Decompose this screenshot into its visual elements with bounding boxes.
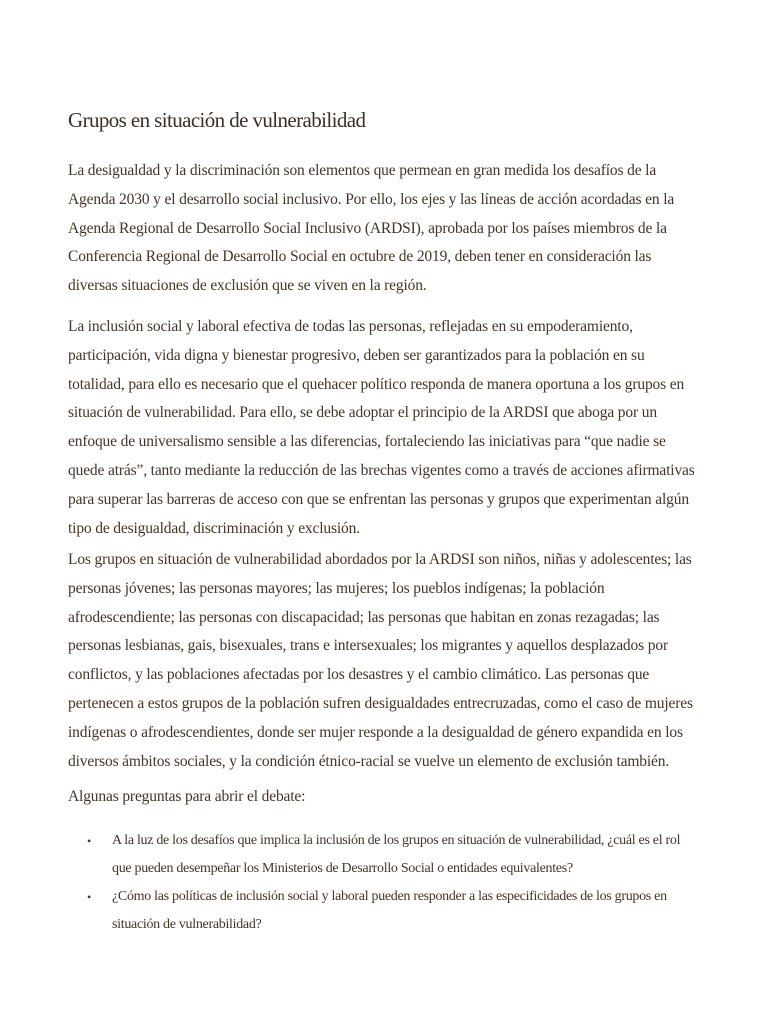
list-item	[68, 883, 698, 939]
paragraph-inclusion: La inclusión social y laboral efectiva de todas las personas, reflejadas en su empoderamiento, participación, vida digna y bienestar progresivo, deben ser garantizados para la población en su totalidad, para ello es necesario que el quehacer político responda de manera oportuna a los grupos en situación de vulnerabilidad. Para ello, se debe adoptar el principio de la ARDSI que aboga por un enfoque de universalismo sensible a las diferencias, fortaleciendo las iniciativas para “que nadie se quede atrás”, tanto mediante la reducción de las brechas vigentes como a través de acciones afirmativas para superar las barreras de acceso con que se enfrentan las personas y grupos que experimentan algún tipo de desigualdad, discriminación y exclusión.	[68, 318, 695, 537]
list-item	[68, 827, 698, 883]
paragraph-intro: La desigualdad y la discriminación son elementos que permean en gran medida los desafíos de la Agenda 2030 y el desarrollo social inclusivo. Por ello, los ejes y las líneas de acción acordadas en la Agenda Regional de Desarrollo Social Inclusivo (ARDSI), aprobada por los países miembros de la Conferencia Regional de Desarrollo Social en octubre de 2019, deben tener en consideración las diversas situaciones de exclusión que se viven en la región.	[68, 162, 675, 295]
question-text: ¿Cómo las políticas de inclusión social y laboral pueden responder a las especificidades de los grupos en situación de vulnerabilidad?	[112, 889, 667, 932]
paragraph-groups: Los grupos en situación de vulnerabilidad abordados por la ARDSI son niños, niñas y adolescentes; las personas jóvenes; las personas mayores; las mujeres; los pueblos indígenas; la población afrodescendiente; las personas con discapacidad; las personas que habitan en zonas rezagadas; las personas lesbianas, gais, bisexuales, trans e intersexuales; los migrantes y aquellos desplazados por conflictos, y las poblaciones afectadas por los desastres y el cambio climático. Las personas que pertenecen a estos grupos de la población sufren desigualdades entrecruzadas, como el caso de mujeres indígenas o afrodescendientes, donde ser mujer responde a la desigualdad de género expandida en los diversos ámbitos sociales, y la condición étnico-racial se vuelve un elemento de exclusión también.	[68, 551, 693, 770]
paragraph-questions-intro: Algunas preguntas para abrir el debate:	[68, 788, 306, 805]
document-title: Grupos en situación de vulnerabilidad	[68, 108, 366, 132]
bullet-icon: •	[87, 834, 91, 848]
questions-list	[68, 827, 698, 939]
bullet-icon: •	[87, 890, 91, 904]
question-text: A la luz de los desafíos que implica la inclusión de los grupos en situación de vulnerabilidad, ¿cuál es el rol que pueden desempeñar los Ministerios de Desarrollo Social o entidades equivalentes?	[112, 833, 681, 876]
